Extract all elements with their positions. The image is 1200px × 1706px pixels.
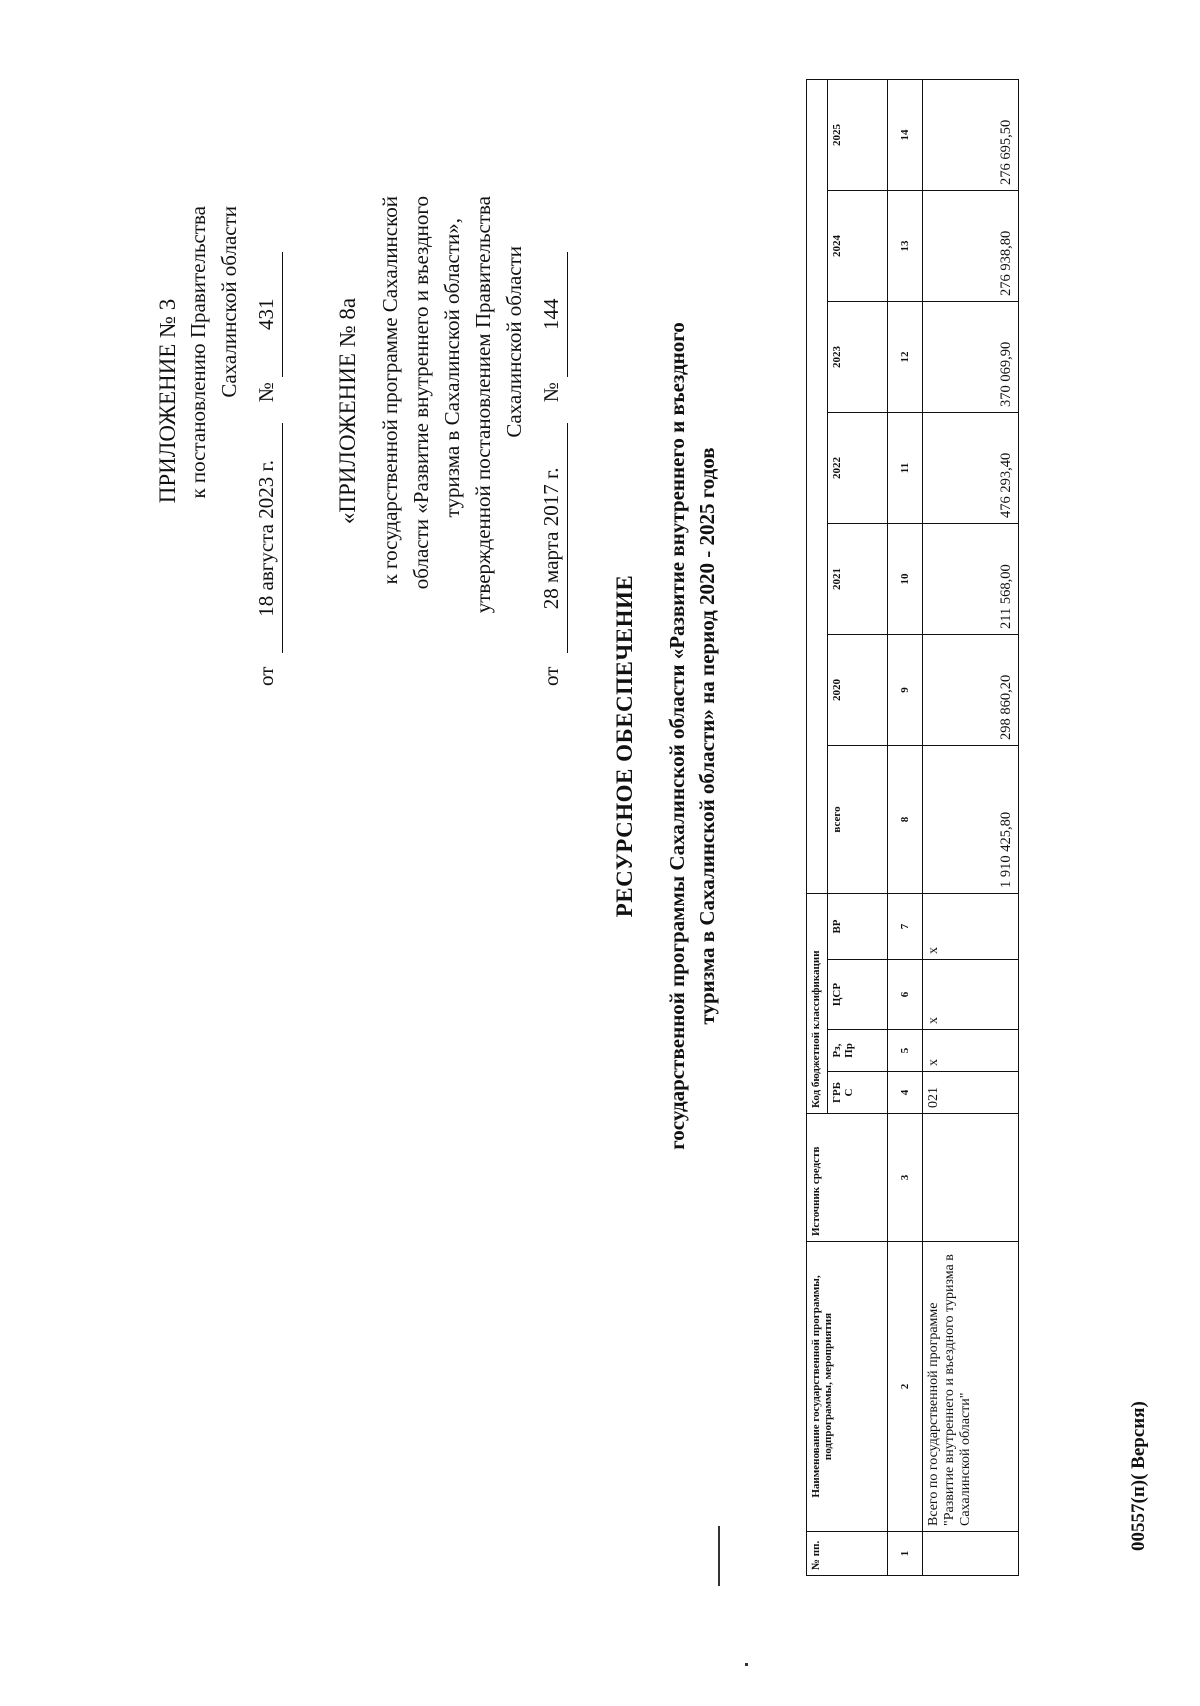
- resource-table: [806, 79, 1019, 1576]
- appendix-3-from: от: [254, 666, 278, 686]
- header-year-2024: 2024: [828, 191, 888, 302]
- document-subtitle: [662, 196, 722, 1276]
- appendix-8a-line1: к государственной программе Сахалинской: [378, 196, 402, 585]
- appendix-3-line1: к постановлению Правительства: [186, 206, 210, 499]
- document-subtitle-line1: государственной программы Сахалинской области «Развитие внутреннего и въездного: [665, 322, 689, 1150]
- row-num: [923, 1532, 1019, 1576]
- scan-speck: [718, 1526, 720, 1586]
- header-source: Источник средств: [807, 1114, 888, 1242]
- col-number: 7: [888, 894, 923, 960]
- row-value-2021: 211 568,00: [923, 524, 1019, 635]
- col-number: 11: [888, 413, 923, 524]
- appendix-8a-line5: Сахалинской области: [502, 246, 526, 438]
- row-rz: х: [923, 1030, 1019, 1072]
- appendix-8a-line3: туризма в Сахалинской области»,: [440, 218, 464, 518]
- row-source: [923, 1114, 1019, 1242]
- col-number: 5: [888, 1030, 923, 1072]
- appendix-3-date: 18 августа 2023 г.: [251, 423, 283, 653]
- appendix-3-number: 431: [251, 252, 283, 377]
- document-subtitle-line2: туризма в Сахалинской области» на период 2020 - 2025 годов: [695, 447, 719, 1025]
- table-row: [923, 79, 1019, 1575]
- col-number: 9: [888, 635, 923, 746]
- row-csr: х: [923, 960, 1019, 1030]
- header-amounts: [807, 79, 828, 893]
- header-vr: ВР: [828, 894, 888, 960]
- col-number: 13: [888, 191, 923, 302]
- scan-speck: [745, 1663, 748, 1666]
- header-year-2022: 2022: [828, 413, 888, 524]
- header-budget-code: Код бюджетной классификации: [807, 894, 828, 1114]
- appendix-8a-date: 28 марта 2017 г.: [536, 423, 568, 653]
- row-value-2025: 276 695,50: [923, 79, 1019, 190]
- appendix-3-line2: Сахалинской области: [217, 206, 241, 398]
- appendix-8a-date-line: [536, 196, 568, 686]
- header-year-2021: 2021: [828, 524, 888, 635]
- row-total: 1 910 425,80: [923, 746, 1019, 894]
- appendix-8a-title: «ПРИЛОЖЕНИЕ № 8а: [335, 297, 360, 525]
- row-value-2020: 298 860,20: [923, 635, 1019, 746]
- appendix-3-block: [152, 206, 283, 686]
- appendix-3-title: ПРИЛОЖЕНИЕ № 3: [155, 298, 180, 504]
- appendix-3-date-line: [251, 206, 283, 686]
- header-num: № пп.: [807, 1532, 888, 1576]
- appendix-8a-from: от: [539, 666, 563, 686]
- row-name: Всего по государственной программе "Развитие внутреннего и въездного туризма в Сахалинской области": [923, 1242, 1019, 1532]
- row-value-2023: 370 069,90: [923, 302, 1019, 413]
- table-header-row: [807, 79, 828, 1575]
- row-value-2022: 476 293,40: [923, 413, 1019, 524]
- col-number: 10: [888, 524, 923, 635]
- appendix-3-num-label: №: [254, 382, 278, 403]
- col-number: 14: [888, 79, 923, 190]
- appendix-8a-number: 144: [536, 252, 568, 377]
- header-grbs: ГРБ С: [828, 1072, 888, 1114]
- header-name: Наименование государственной программы, подпрограммы, мероприятия: [807, 1242, 888, 1532]
- col-number: 12: [888, 302, 923, 413]
- col-number: 1: [888, 1532, 923, 1576]
- row-value-2024: 276 938,80: [923, 191, 1019, 302]
- column-number-row: [888, 79, 923, 1575]
- appendix-8a-num-label: №: [539, 382, 563, 403]
- appendix-8a-line2: области «Развитие внутреннего и въездного: [409, 196, 433, 590]
- appendix-8a-block: [332, 196, 568, 686]
- col-number: 6: [888, 960, 923, 1030]
- col-number: 8: [888, 746, 923, 894]
- col-number: 4: [888, 1072, 923, 1114]
- header-csr: ЦСР: [828, 960, 888, 1030]
- row-grbs: 021: [923, 1072, 1019, 1114]
- header-year-2025: 2025: [828, 79, 888, 190]
- header-total: всего: [828, 746, 888, 894]
- col-number: 2: [888, 1242, 923, 1532]
- document-title: РЕСУРСНОЕ ОБЕСПЕЧЕНИЕ: [612, 574, 637, 918]
- row-vr: х: [923, 894, 1019, 960]
- document-footer: 00557(п)( Версия): [1128, 1401, 1149, 1551]
- header-year-2020: 2020: [828, 635, 888, 746]
- header-year-2023: 2023: [828, 302, 888, 413]
- col-number: 3: [888, 1114, 923, 1242]
- header-rz: Рз, Пр: [828, 1030, 888, 1072]
- appendix-8a-line4: утвержденной постановлением Правительства: [471, 196, 495, 614]
